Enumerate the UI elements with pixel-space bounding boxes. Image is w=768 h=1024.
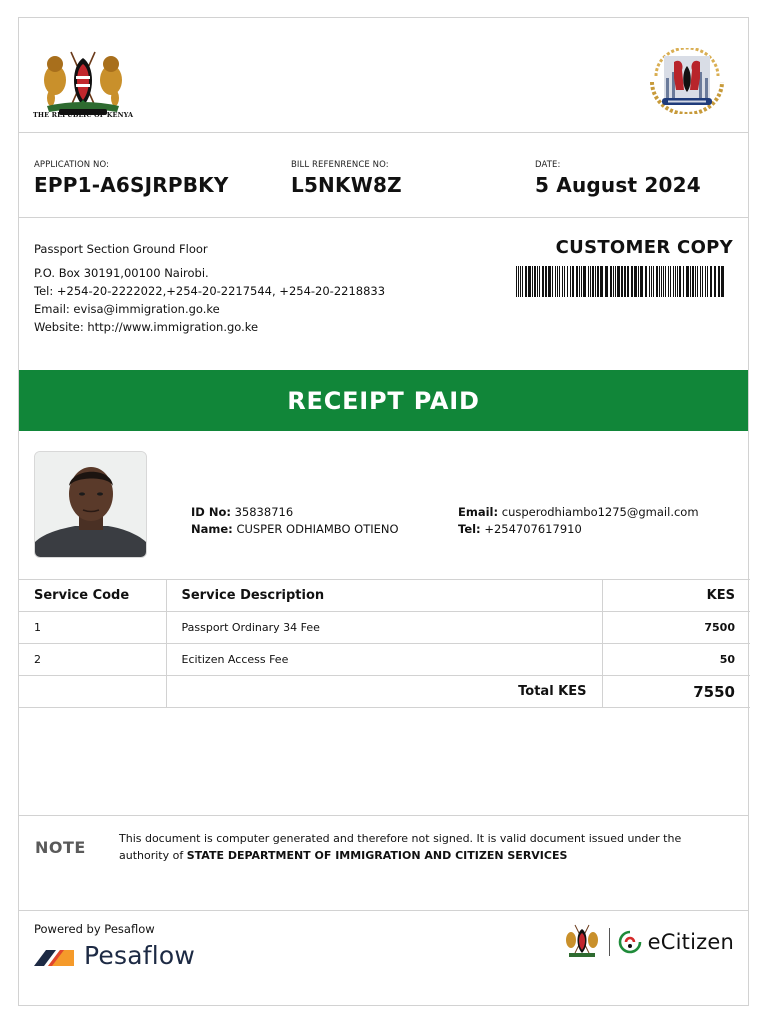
column-header-service-description: Service Description (166, 580, 602, 612)
id-value: 35838716 (234, 505, 294, 519)
note-section (19, 816, 748, 911)
service-code-cell: 2 (19, 644, 166, 676)
name-value: CUSPER ODHIAMBO OTIENO (236, 522, 399, 536)
phone-line: Tel: +254-20-2222022,+254-20-2217544, +254-20-2218833 (34, 284, 386, 298)
application-number-value: EPP1-A6SJRPBKY (34, 173, 229, 197)
name-label: Name: (191, 522, 233, 536)
pesaflow-wordmark: Pesaflow (84, 941, 195, 970)
receipt-footer (19, 911, 748, 1006)
applicant-contact (458, 504, 699, 538)
application-number-label: APPLICATION NO: (34, 160, 110, 170)
amount-cell: 50 (602, 644, 750, 676)
email-value: cusperodhiambo1275@gmail.com (501, 505, 699, 519)
note-body: This document is computer generated and therefore not signed. It is valid document issued under the authority of (119, 832, 682, 862)
column-header-kes: KES (602, 580, 750, 612)
bill-reference-label: BILL REFENRENCE NO: (291, 160, 389, 170)
table-total-row (19, 676, 750, 708)
bill-reference-value: L5NKW8Z (291, 173, 402, 197)
applicant-details (19, 431, 748, 579)
date-label: DATE: (535, 160, 561, 170)
tel-label: Tel: (458, 522, 481, 536)
website-line: Website: http://www.immigration.go.ke (34, 320, 259, 334)
empty-cell (19, 676, 166, 708)
barcode (516, 266, 726, 297)
logo-separator (609, 928, 610, 956)
bill-reference (291, 160, 402, 197)
ecitizen-logo (563, 923, 734, 961)
note-title: NOTE (35, 838, 86, 857)
coat-caption: THE REPUBLIC OF KENYA (33, 111, 134, 119)
table-row (19, 612, 750, 644)
date-value: 5 August 2024 (535, 173, 701, 197)
total-value: 7550 (602, 676, 750, 708)
id-label: ID No: (191, 505, 231, 519)
application-number (34, 160, 229, 197)
receipt-document (18, 17, 749, 1006)
table-header-row (19, 580, 750, 612)
reference-row (19, 133, 748, 217)
address-lines (34, 240, 385, 336)
email-line: Email: evisa@immigration.go.ke (34, 302, 220, 316)
applicant-photo (34, 451, 147, 558)
pesaflow-logo (34, 941, 195, 970)
receipt-header (19, 18, 748, 132)
applicant-id-name (191, 504, 399, 538)
tel-value: +254707617910 (484, 522, 582, 536)
person-silhouette-icon (35, 452, 147, 558)
kenya-immigration-logo-icon (646, 48, 728, 114)
amount-cell: 7500 (602, 612, 750, 644)
total-label: Total KES (166, 676, 602, 708)
address-line: Passport Section Ground Floor (34, 242, 208, 256)
service-description-cell: Passport Ordinary 34 Fee (166, 612, 602, 644)
column-header-service-code: Service Code (19, 580, 166, 612)
receipt-date (535, 160, 701, 197)
kenya-coat-of-arms-small-icon (563, 923, 601, 961)
table-row (19, 644, 750, 676)
pesaflow-mark-icon (34, 946, 74, 966)
email-label: Email: (458, 505, 499, 519)
note-authority: STATE DEPARTMENT OF IMMIGRATION AND CITIZEN SERVICES (186, 849, 568, 862)
fees-table (19, 579, 750, 708)
receipt-status-banner: RECEIPT PAID (19, 370, 748, 431)
office-address (19, 218, 748, 370)
service-code-cell: 1 (19, 612, 166, 644)
copy-title: CUSTOMER COPY (555, 237, 733, 258)
ecitizen-mark-icon (618, 930, 642, 954)
address-line: P.O. Box 30191,00100 Nairobi. (34, 266, 209, 280)
note-text (119, 830, 719, 864)
service-description-cell: Ecitizen Access Fee (166, 644, 602, 676)
powered-by-text: Powered by Pesaflow (34, 922, 155, 936)
ecitizen-wordmark: eCitizen (647, 930, 734, 954)
